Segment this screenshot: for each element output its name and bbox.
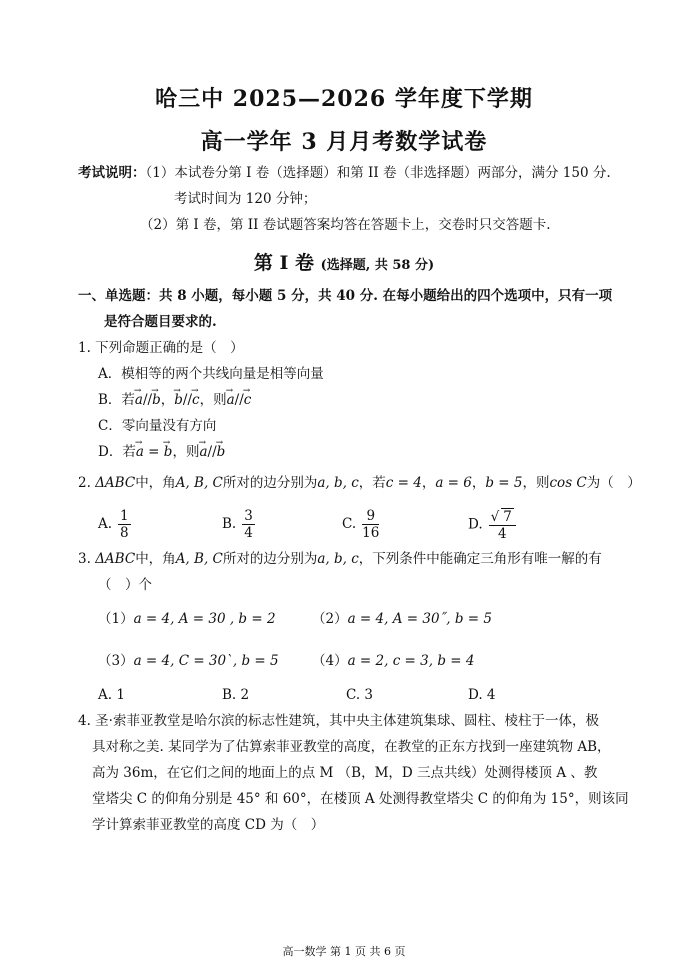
section-title [0,248,688,275]
instructions-item2: （2）第 I 卷，第 II 卷试题答案均答在答题卡上，交卷时只交答题卡. [140,217,551,233]
q3-option-b: B. 2 [222,687,250,703]
exam-title-line2: 高一学年 3 月月考数学试卷 [200,129,488,155]
q3-condition-3: （3）a = 4, C = 30ˋ, b = 5 [98,653,279,669]
q2-option-d: D. $\frac{√ 7}{4}$ [468,508,516,542]
instructions-item1-cont: 考试时间为 120 分钟； [174,191,317,207]
q3-stem: 3. ΔABC中，角A, B, C所对的边分别为a, b, c，下列条件中能确定三角形有唯一解的有 [78,551,602,567]
q3-option-c: C. 3 [346,687,374,703]
exam-title-line1: 哈三中 2025—2026 学年度下学期 [155,86,533,112]
section-title-main: 第 I 卷 [253,252,314,274]
q2-option-c: C. $\frac{9}{16}$ [342,508,380,541]
page-footer: 高一数学 第 1 页 共 6 页 [282,945,406,958]
q4-line5: 学计算索菲亚教堂的高度 CD 为（ ） [92,817,325,833]
section-title-sub: (选择题, 共 58 分) [320,258,435,273]
q1-option-b: B．若→ a//→ b，→ b//→ c，则→ a//→ c [98,391,251,409]
q4-line2: 具对称之美. 某同学为了估算索菲亚教堂的高度，在教堂的正东方找到一座建筑物 AB， [92,739,611,755]
q1-option-c: C．零向量没有方向 [98,418,217,434]
part1-heading: 一、单选题：共 8 小题，每小题 5 分，共 40 分. 在每小题给出的四个选项中，只有一项 [78,288,613,304]
q4-line4: 堂塔尖 C 的仰角分别是 45° 和 60°，在楼顶 A 处测得教堂塔尖 C 的仰角为 15°，则该同 [92,791,629,807]
q4-line3: 高为 36m，在它们之间的地面上的点 M （B，M，D 三点共线）处测得楼顶 A 、教 [92,765,598,781]
instructions-line1 [78,164,611,182]
q3-condition-4: （4）a = 2, c = 3, b = 4 [312,653,475,669]
q3-condition-2: （2）a = 4, A = 30˝, b = 5 [312,611,492,627]
instructions-item1: （1）本试卷分第 I 卷（选择题）和第 II 卷（非选择题）两部分，满分 150 分. [145,165,611,181]
instructions-label: 考试说明： [78,165,146,181]
q3-option-d: D. 4 [468,687,496,703]
q2-option-a: A. $\frac{1}{8}$ [98,508,129,541]
q3-stem-cont: （ ）个 [98,577,152,593]
q2-option-b: B. $\frac{3}{4}$ [222,508,253,541]
q4-line1: 4. 圣·索菲亚教堂是哈尔滨的标志性建筑，其中央主体建筑集球、圆柱、棱柱于一体，极 [78,713,599,729]
q2-stem: 2. ΔABC中，角A, B, C所对的边分别为a, b, c，若c = 4，a = 6，b = 5，则cos C为（ ） [78,475,641,491]
q1-stem: 1. 下列命题正确的是（ ） [78,340,244,356]
q3-option-a: A. 1 [98,687,125,703]
part1-heading-cont: 是符合题目要求的. [104,314,217,330]
q1-option-a: A．模相等的两个共线向量是相等向量 [98,366,324,382]
q1-option-d: D．若→ a = → b，则→ a//→ b [98,443,225,461]
q3-condition-1: （1）a = 4, A = 30 , b = 2 [98,611,276,627]
